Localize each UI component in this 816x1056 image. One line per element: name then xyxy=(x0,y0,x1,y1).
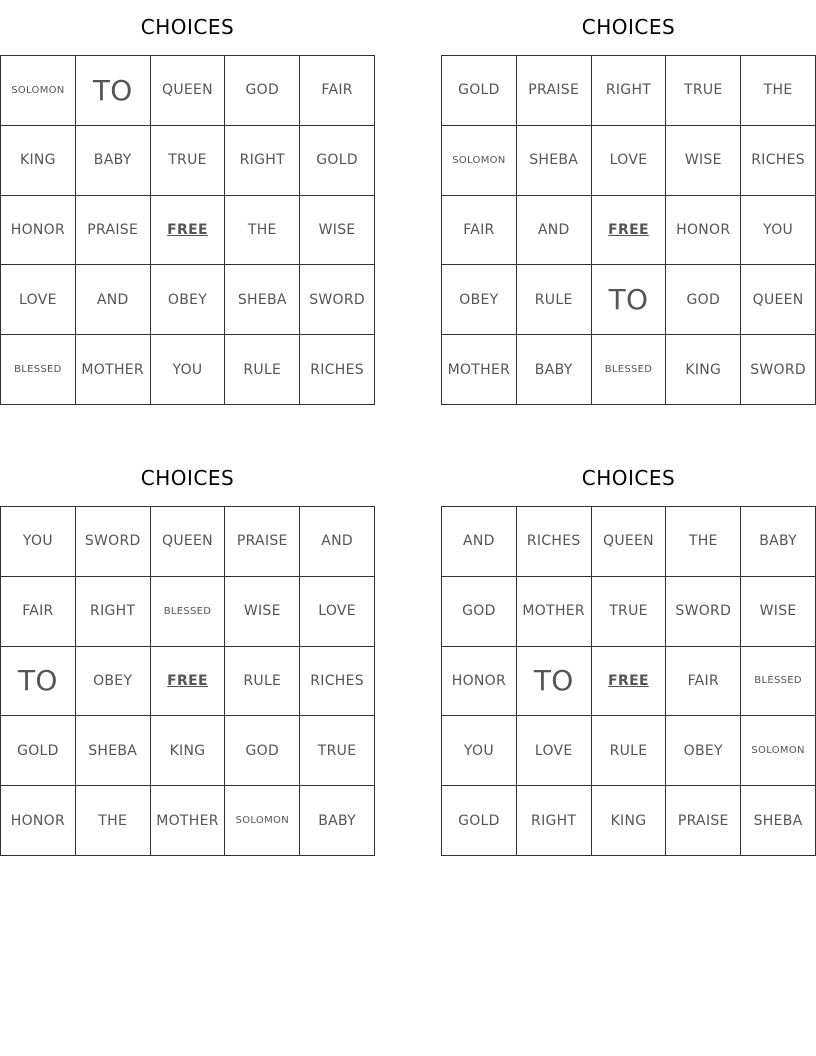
bingo-cell: QUEEN xyxy=(151,507,226,577)
bingo-cell: FAIR xyxy=(666,647,741,717)
bingo-cell: WISE xyxy=(225,577,300,647)
bingo-cell: KING xyxy=(592,786,667,856)
bingo-cell: SHEBA xyxy=(517,126,592,196)
bingo-cell: TO xyxy=(517,647,592,717)
bingo-cell: GOLD xyxy=(442,56,517,126)
bingo-cell: SWORD xyxy=(300,265,375,335)
bingo-cell: YOU xyxy=(442,716,517,786)
bingo-cell: BABY xyxy=(517,335,592,405)
bingo-cell: RULE xyxy=(225,647,300,717)
bingo-cell: GOLD xyxy=(442,786,517,856)
bingo-cell: RIGHT xyxy=(225,126,300,196)
bingo-cell: FREE xyxy=(592,196,667,266)
bingo-cell: SHEBA xyxy=(76,716,151,786)
bingo-cell: MOTHER xyxy=(76,335,151,405)
bingo-cell: RULE xyxy=(517,265,592,335)
bingo-cell: PRAISE xyxy=(666,786,741,856)
bingo-cell: KING xyxy=(1,126,76,196)
bingo-cell: OBEY xyxy=(76,647,151,717)
bingo-cell: MOTHER xyxy=(517,577,592,647)
bingo-cell: RICHES xyxy=(300,335,375,405)
bingo-cell: SWORD xyxy=(741,335,816,405)
bingo-cell: SOLOMON xyxy=(225,786,300,856)
bingo-grid xyxy=(441,55,816,405)
bingo-cell: FAIR xyxy=(300,56,375,126)
bingo-cell: HONOR xyxy=(666,196,741,266)
bingo-cell: SOLOMON xyxy=(442,126,517,196)
bingo-cell: BLESSED xyxy=(741,647,816,717)
bingo-cell: FAIR xyxy=(1,577,76,647)
bingo-cell: AND xyxy=(442,507,517,577)
bingo-cell: TO xyxy=(76,56,151,126)
bingo-cell: SWORD xyxy=(76,507,151,577)
bingo-cell: PRAISE xyxy=(225,507,300,577)
bingo-cell: LOVE xyxy=(592,126,667,196)
bingo-cell: LOVE xyxy=(1,265,76,335)
bingo-cell: SOLOMON xyxy=(741,716,816,786)
bingo-cell: RULE xyxy=(225,335,300,405)
bingo-cell: KING xyxy=(151,716,226,786)
bingo-cell: BLESSED xyxy=(151,577,226,647)
bingo-cell: SHEBA xyxy=(225,265,300,335)
bingo-cell: FREE xyxy=(592,647,667,717)
bingo-cell: WISE xyxy=(666,126,741,196)
bingo-cell: AND xyxy=(300,507,375,577)
bingo-cell: SWORD xyxy=(666,577,741,647)
bingo-cell: BABY xyxy=(300,786,375,856)
bingo-cell: LOVE xyxy=(300,577,375,647)
bingo-cell: HONOR xyxy=(1,196,76,266)
bingo-cell: THE xyxy=(76,786,151,856)
bingo-cell: QUEEN xyxy=(151,56,226,126)
bingo-cell: QUEEN xyxy=(741,265,816,335)
card-title: CHOICES xyxy=(140,466,235,490)
bingo-cell: TRUE xyxy=(151,126,226,196)
bingo-cell: TO xyxy=(1,647,76,717)
bingo-cell: TRUE xyxy=(300,716,375,786)
bingo-cell: GOD xyxy=(666,265,741,335)
bingo-cell: GOD xyxy=(225,56,300,126)
bingo-cell: SOLOMON xyxy=(1,56,76,126)
bingo-cell: RICHES xyxy=(741,126,816,196)
bingo-cell: PRAISE xyxy=(517,56,592,126)
card-title: CHOICES xyxy=(140,15,235,39)
bingo-grid xyxy=(0,55,375,405)
bingo-grid xyxy=(0,506,375,856)
bingo-cell: HONOR xyxy=(1,786,76,856)
bingo-cell: BLESSED xyxy=(1,335,76,405)
bingo-cell: OBEY xyxy=(151,265,226,335)
bingo-cell: YOU xyxy=(1,507,76,577)
bingo-cell: RULE xyxy=(592,716,667,786)
bingo-cell: GOLD xyxy=(300,126,375,196)
bingo-cell: RIGHT xyxy=(517,786,592,856)
bingo-grid xyxy=(441,506,816,856)
bingo-cell: BLESSED xyxy=(592,335,667,405)
bingo-cell: WISE xyxy=(741,577,816,647)
bingo-cell: YOU xyxy=(741,196,816,266)
bingo-cell: GOD xyxy=(442,577,517,647)
bingo-cell: YOU xyxy=(151,335,226,405)
bingo-cell: QUEEN xyxy=(592,507,667,577)
bingo-cell: RICHES xyxy=(517,507,592,577)
bingo-cell: THE xyxy=(225,196,300,266)
bingo-cell: RIGHT xyxy=(76,577,151,647)
bingo-cell: LOVE xyxy=(517,716,592,786)
bingo-cell: BABY xyxy=(76,126,151,196)
bingo-cell: SHEBA xyxy=(741,786,816,856)
bingo-cell: THE xyxy=(666,507,741,577)
bingo-cell: PRAISE xyxy=(76,196,151,266)
card-title: CHOICES xyxy=(581,466,676,490)
bingo-cell: HONOR xyxy=(442,647,517,717)
bingo-cell: AND xyxy=(517,196,592,266)
bingo-cell: FREE xyxy=(151,647,226,717)
bingo-cell: GOD xyxy=(225,716,300,786)
bingo-cell: KING xyxy=(666,335,741,405)
bingo-cell: OBEY xyxy=(442,265,517,335)
bingo-cell: TO xyxy=(592,265,667,335)
bingo-cell: TRUE xyxy=(666,56,741,126)
bingo-cell: FAIR xyxy=(442,196,517,266)
card-title: CHOICES xyxy=(581,15,676,39)
bingo-cell: WISE xyxy=(300,196,375,266)
bingo-cell: GOLD xyxy=(1,716,76,786)
bingo-cell: AND xyxy=(76,265,151,335)
bingo-cell: RICHES xyxy=(300,647,375,717)
bingo-cell: FREE xyxy=(151,196,226,266)
bingo-cell: MOTHER xyxy=(151,786,226,856)
bingo-cell: RIGHT xyxy=(592,56,667,126)
bingo-cell: BABY xyxy=(741,507,816,577)
bingo-cell: TRUE xyxy=(592,577,667,647)
bingo-cell: THE xyxy=(741,56,816,126)
bingo-cell: MOTHER xyxy=(442,335,517,405)
bingo-cell: OBEY xyxy=(666,716,741,786)
